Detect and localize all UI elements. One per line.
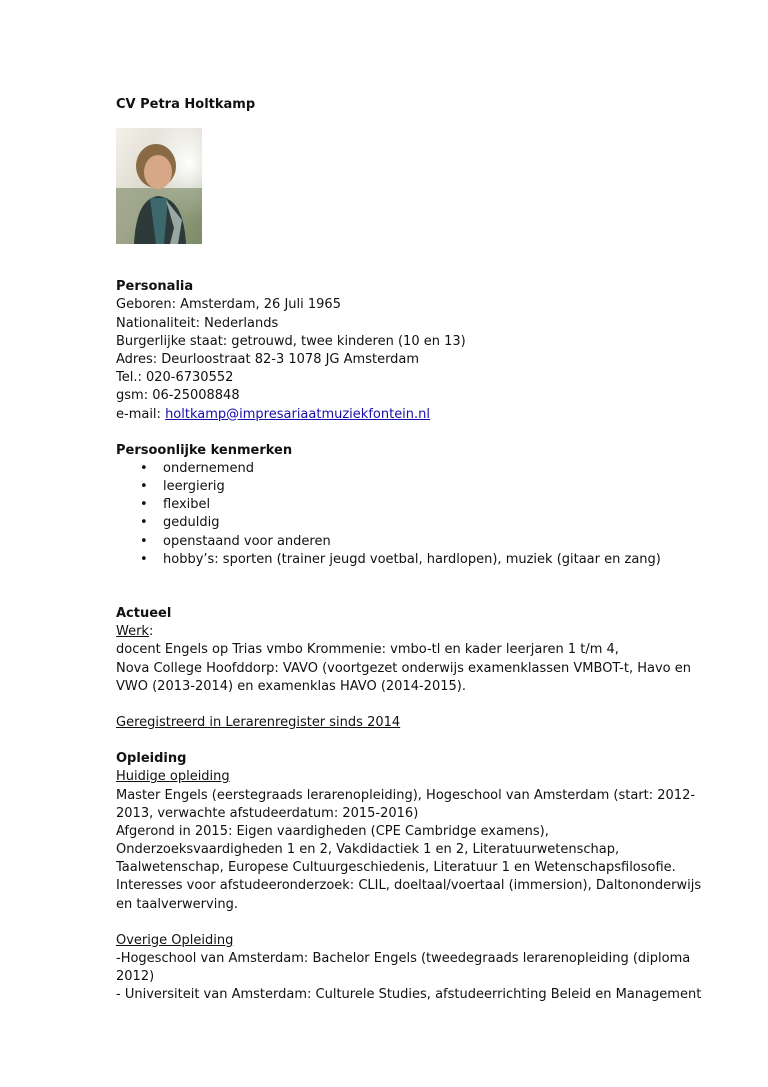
email-line <box>116 406 676 424</box>
bullet-icon: • <box>140 460 148 476</box>
list-item <box>116 551 676 569</box>
werk-colon: : <box>148 624 154 640</box>
kenmerken-heading: Persoonlijke kenmerken <box>116 442 293 458</box>
overige-line: - Universiteit van Amsterdam: Culturele Studies, afstudeerrichting Beleid en Management <box>116 987 702 1003</box>
list-item <box>116 514 676 532</box>
bullet-icon: • <box>140 515 148 531</box>
list-item-text: geduldig <box>163 515 220 531</box>
list-item-text: ondernemend <box>163 460 254 476</box>
opleiding-line: Afgerond in 2015: Eigen vaardigheden (CPE Cambridge examens), <box>116 823 549 839</box>
list-item-text: hobby’s: sporten (trainer jeugd voetbal, hardlopen), muziek (gitaar en zang) <box>163 551 661 567</box>
opleiding-line: Interesses voor afstudeeronderzoek: CLIL, doeltaal/voertaal (immersion), Daltononderwijs <box>116 878 702 894</box>
list-item-text: flexibel <box>163 497 211 513</box>
list-item <box>116 460 676 478</box>
marital-status: Burgerlijke staat: getrouwd, twee kinderen (10 en 13) <box>116 333 466 349</box>
werk-label-line <box>116 623 676 641</box>
overige-line: -Hogeschool van Amsterdam: Bachelor Engels (tweedegraads lerarenopleiding (diploma <box>116 951 691 966</box>
document-title: CV Petra Holtkamp <box>116 97 256 112</box>
email-link[interactable]: holtkamp@impresariaatmuziekfontein.nl <box>165 406 431 422</box>
list-item <box>116 533 676 551</box>
opleiding-line: Master Engels (eerstegraads lerarenopleiding), Hogeschool van Amsterdam (start: 2012- <box>116 787 696 803</box>
personalia-heading: Personalia <box>116 279 194 295</box>
overige-line: 2012) <box>116 969 155 985</box>
list-item-text: openstaand voor anderen <box>163 533 331 549</box>
list-item <box>116 496 676 514</box>
bullet-icon: • <box>140 551 148 567</box>
list-item-text: leergierig <box>163 479 225 495</box>
opleiding-heading: Opleiding <box>116 751 187 767</box>
opleiding-line: Onderzoeksvaardigheden 1 en 2, Vakdidactiek 1 en 2, Literatuurwetenschap, <box>116 842 620 858</box>
werk-line: VWO (2013-2014) en examenklas HAVO (2014-2015). <box>116 678 466 694</box>
huidige-opleiding-label: Huidige opleiding <box>116 769 230 785</box>
opleiding-line: Taalwetenschap, Europese Cultuurgeschiedenis, Literatuur 1 en Wetenschapsfilosofie. <box>116 860 676 876</box>
list-item <box>116 478 676 496</box>
actueel-heading: Actueel <box>116 606 172 621</box>
opleiding-line: en taalverwerving. <box>116 896 238 912</box>
bullet-icon: • <box>140 533 148 549</box>
werk-line: Nova College Hoofddorp: VAVO (voortgezet onderwijs examenklassen VMBOT-t, Havo en <box>116 660 691 676</box>
werk-label: Werk <box>116 624 149 640</box>
bullet-icon: • <box>140 479 148 495</box>
telephone: Tel.: 020-6730552 <box>116 370 234 386</box>
register-line: Geregistreerd in Lerarenregister sinds 2014 <box>116 714 401 730</box>
address: Adres: Deurloostraat 82-3 1078 JG Amsterdam <box>116 351 420 367</box>
nationality: Nationaliteit: Nederlands <box>116 315 279 331</box>
opleiding-line: 2013, verwachte afstudeerdatum: 2015-2016) <box>116 805 419 821</box>
mobile: gsm: 06-25008848 <box>116 388 240 404</box>
bullet-icon: • <box>140 497 148 513</box>
werk-line: docent Engels op Trias vmbo Krommenie: vmbo-tl en kader leerjaren 1 t/m 4, <box>116 642 619 658</box>
birth-info: Geboren: Amsterdam, 26 Juli 1965 <box>116 297 341 313</box>
email-label: e-mail: <box>116 406 166 422</box>
kenmerken-list <box>116 460 676 569</box>
overige-opleiding-label: Overige Opleiding <box>116 932 234 948</box>
